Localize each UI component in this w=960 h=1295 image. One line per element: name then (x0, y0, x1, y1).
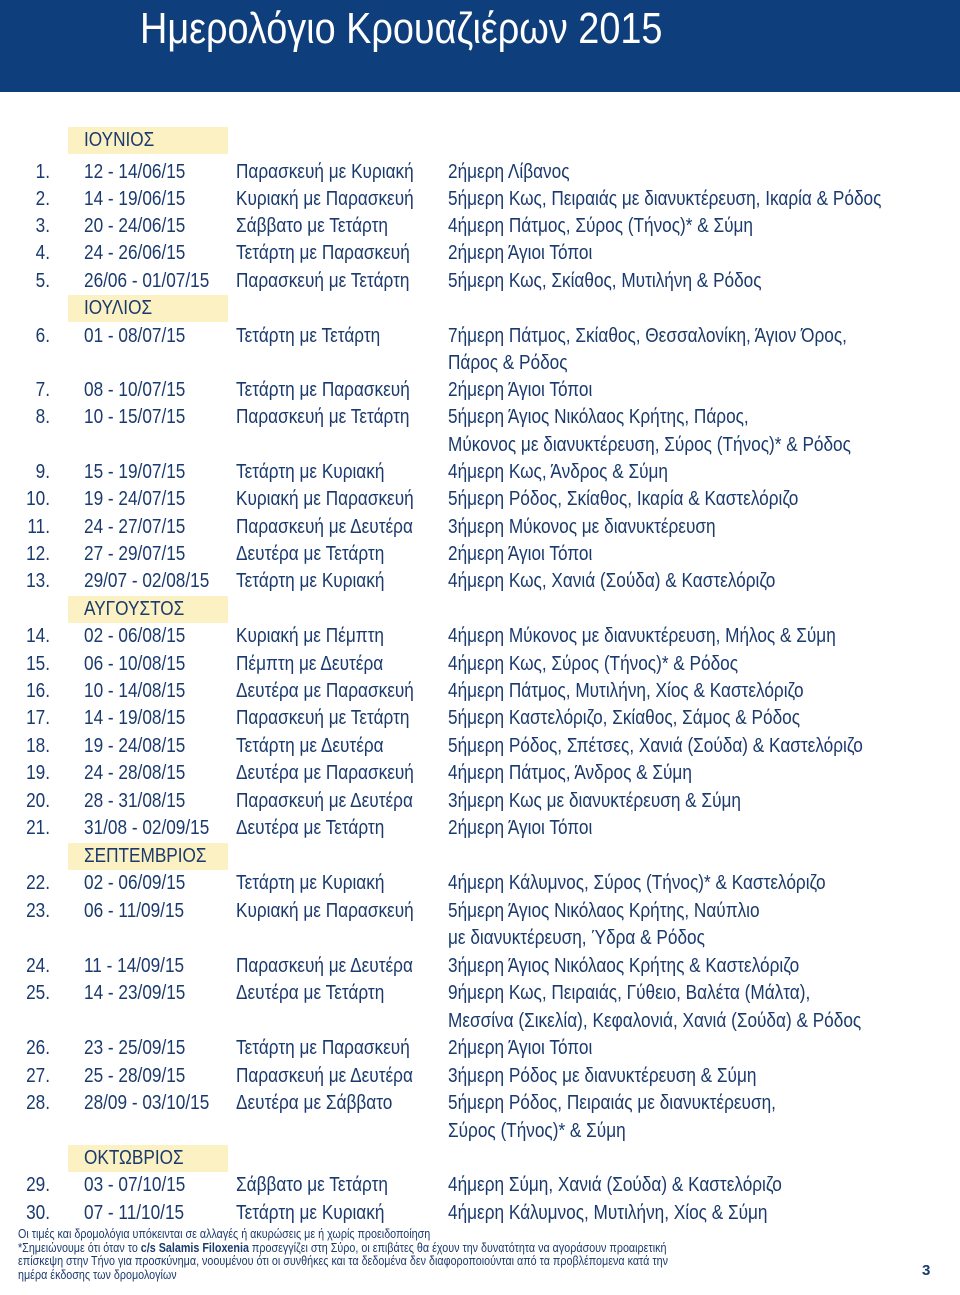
number-cell: 28. (26, 1092, 50, 1114)
month-label: ΟΚΤΩΒΡΙΟΣ (84, 1147, 184, 1169)
table-row (0, 1090, 960, 1117)
month-header (68, 1145, 228, 1172)
date-cell: 29/07 - 02/08/15 (84, 570, 210, 592)
table-row (0, 268, 960, 295)
date-cell: 20 - 24/06/15 (84, 215, 186, 237)
table-row (0, 240, 960, 267)
number-cell: 1. (35, 161, 50, 183)
number-cell: 27. (26, 1065, 50, 1087)
number-cell: 12. (26, 543, 50, 565)
number-cell: 15. (26, 653, 50, 675)
month-header (68, 295, 228, 322)
number-cell: 11. (27, 516, 50, 538)
days-cell: Παρασκευή με Τετάρτη (236, 270, 410, 292)
date-cell: 02 - 06/09/15 (84, 872, 186, 894)
table-row (0, 377, 960, 404)
days-cell: Παρασκευή με Δευτέρα (236, 1065, 413, 1087)
number-cell: 26. (26, 1037, 50, 1059)
days-cell: Δευτέρα με Παρασκευή (236, 680, 414, 702)
table-row (0, 980, 960, 1007)
number-cell: 21. (26, 817, 50, 839)
table-row-continuation (0, 925, 960, 952)
days-cell: Σάββατο με Τετάρτη (236, 1174, 388, 1196)
footer-line-2-end: προσεγγίζει στη Σύρο, οι επιβάτες θα έχουν την δυνατότητα να αγοράσουν προαιρετική (248, 1240, 667, 1255)
days-cell: Παρασκευή με Τετάρτη (236, 707, 410, 729)
number-cell: 17. (26, 707, 50, 729)
days-cell: Δευτέρα με Τετάρτη (236, 982, 385, 1004)
number-cell: 8. (35, 406, 50, 428)
month-header (68, 596, 228, 623)
table-row (0, 898, 960, 925)
number-cell: 18. (26, 735, 50, 757)
number-cell: 23. (26, 900, 50, 922)
days-cell: Δευτέρα με Τετάρτη (236, 817, 385, 839)
footer-line-2 (18, 1242, 783, 1256)
number-cell: 24. (26, 955, 50, 977)
date-cell: 06 - 10/08/15 (84, 653, 186, 675)
date-cell: 24 - 27/07/15 (84, 516, 186, 538)
table-row (0, 760, 960, 787)
number-cell: 7. (35, 379, 50, 401)
table-row (0, 788, 960, 815)
route-cell: 5ήμερη Κως, Πειραιάς με διανυκτέρευση, Ικαρία & Ρόδος (448, 188, 882, 210)
date-cell: 19 - 24/08/15 (84, 735, 186, 757)
date-cell: 15 - 19/07/15 (84, 461, 186, 483)
route-cell: 4ήμερη Κως, Σύρος (Τήνος)* & Ρόδος (448, 653, 739, 675)
days-cell: Τετάρτη με Δευτέρα (236, 735, 384, 757)
table-row-continuation (0, 1118, 960, 1145)
days-cell: Παρασκευή με Κυριακή (236, 161, 414, 183)
date-cell: 14 - 19/08/15 (84, 707, 186, 729)
days-cell: Κυριακή με Παρασκευή (236, 488, 414, 510)
date-cell: 14 - 23/09/15 (84, 982, 186, 1004)
route-cell: 4ήμερη Σύμη, Χανιά (Σούδα) & Καστελόριζο (448, 1174, 782, 1196)
table-row (0, 323, 960, 350)
month-header (68, 843, 228, 870)
route-cell: 3ήμερη Άγιος Νικόλαος Κρήτης & Καστελόριζο (448, 955, 800, 977)
number-cell: 4. (35, 242, 50, 264)
number-cell: 10. (26, 488, 50, 510)
route-cell: 5ήμερη Ρόδος, Σκίαθος, Ικαρία & Καστελόριζο (448, 488, 799, 510)
table-row (0, 486, 960, 513)
table-row (0, 678, 960, 705)
days-cell: Τετάρτη με Παρασκευή (236, 242, 410, 264)
table-row (0, 815, 960, 842)
route-cell: 4ήμερη Πάτμος, Άνδρος & Σύμη (448, 762, 692, 784)
days-cell: Τετάρτη με Κυριακή (236, 872, 385, 894)
days-cell: Δευτέρα με Τετάρτη (236, 543, 385, 565)
table-row (0, 459, 960, 486)
date-cell: 07 - 11/10/15 (84, 1202, 185, 1224)
days-cell: Δευτέρα με Σάββατο (236, 1092, 393, 1114)
days-cell: Τετάρτη με Κυριακή (236, 1202, 385, 1224)
number-cell: 19. (26, 762, 50, 784)
table-row-continuation (0, 1008, 960, 1035)
route-cell: 2ήμερη Άγιοι Τόποι (448, 242, 593, 264)
table-row (0, 1063, 960, 1090)
month-label: ΣΕΠΤΕΜΒΡΙΟΣ (84, 845, 207, 867)
month-label: ΙΟΥΝΙΟΣ (84, 129, 155, 151)
route-cell: Σύρος (Τήνος)* & Σύμη (448, 1120, 626, 1142)
days-cell: Παρασκευή με Δευτέρα (236, 790, 413, 812)
route-cell: 2ήμερη Άγιοι Τόποι (448, 379, 593, 401)
month-label: ΑΥΓΟΥΣΤΟΣ (84, 598, 185, 620)
route-cell: Πάρος & Ρόδος (448, 352, 568, 374)
days-cell: Πέμπτη με Δευτέρα (236, 653, 384, 675)
date-cell: 11 - 14/09/15 (84, 955, 185, 977)
number-cell: 25. (26, 982, 50, 1004)
days-cell: Παρασκευή με Δευτέρα (236, 516, 413, 538)
number-cell: 30. (26, 1202, 50, 1224)
date-cell: 25 - 28/09/15 (84, 1065, 186, 1087)
route-cell: 3ήμερη Κως με διανυκτέρευση & Σύμη (448, 790, 741, 812)
days-cell: Τετάρτη με Τετάρτη (236, 325, 381, 347)
footer-line-2-start: *Σημειώνουμε ότι όταν το (18, 1240, 141, 1255)
date-cell: 12 - 14/06/15 (84, 161, 186, 183)
route-cell: με διανυκτέρευση, Ύδρα & Ρόδος (448, 927, 705, 949)
footer-notes (18, 1228, 908, 1282)
number-cell: 22. (26, 872, 50, 894)
route-cell: 4ήμερη Πάτμος, Μυτιλήνη, Χίος & Καστελόριζο (448, 680, 804, 702)
date-cell: 10 - 14/08/15 (84, 680, 186, 702)
route-cell: 5ήμερη Καστελόριζο, Σκίαθος, Σάμος & Ρόδος (448, 707, 801, 729)
date-cell: 14 - 19/06/15 (84, 188, 186, 210)
table-row (0, 541, 960, 568)
days-cell: Δευτέρα με Παρασκευή (236, 762, 414, 784)
days-cell: Τετάρτη με Κυριακή (236, 570, 385, 592)
table-row (0, 568, 960, 595)
month-label: ΙΟΥΛΙΟΣ (84, 297, 153, 319)
route-cell: 4ήμερη Κάλυμνος, Σύρος (Τήνος)* & Καστελόριζο (448, 872, 826, 894)
days-cell: Τετάρτη με Παρασκευή (236, 379, 410, 401)
number-cell: 13. (26, 570, 50, 592)
table-row (0, 705, 960, 732)
route-cell: Μύκονος με διανυκτέρευση, Σύρος (Τήνος)* & Ρόδος (448, 434, 851, 456)
route-cell: 2ήμερη Λίβανος (448, 161, 570, 183)
route-cell: Μεσσίνα (Σικελία), Κεφαλονιά, Χανιά (Σούδα) & Ρόδος (448, 1010, 862, 1032)
page-number: 3 (922, 1262, 931, 1279)
days-cell: Κυριακή με Παρασκευή (236, 900, 414, 922)
route-cell: 4ήμερη Μύκονος με διανυκτέρευση, Μήλος & Σύμη (448, 625, 836, 647)
title-banner (0, 0, 960, 92)
route-cell: 5ήμερη Κως, Σκίαθος, Μυτιλήνη & Ρόδος (448, 270, 762, 292)
table-row-continuation (0, 432, 960, 459)
table-row (0, 651, 960, 678)
date-cell: 10 - 15/07/15 (84, 406, 186, 428)
month-header (68, 127, 228, 154)
date-cell: 26/06 - 01/07/15 (84, 270, 210, 292)
route-cell: 2ήμερη Άγιοι Τόποι (448, 1037, 593, 1059)
ship-name: c/s Salamis Filoxenia (140, 1240, 249, 1255)
date-cell: 24 - 28/08/15 (84, 762, 186, 784)
route-cell: 4ήμερη Κάλυμνος, Μυτιλήνη, Χίος & Σύμη (448, 1202, 768, 1224)
table-row-continuation (0, 350, 960, 377)
table-row (0, 953, 960, 980)
number-cell: 14. (26, 625, 50, 647)
date-cell: 19 - 24/07/15 (84, 488, 186, 510)
route-cell: 5ήμερη Άγιος Νικόλαος Κρήτης, Ναύπλιο (448, 900, 760, 922)
number-cell: 16. (26, 680, 50, 702)
route-cell: 9ήμερη Κως, Πειραιάς, Γύθειο, Βαλέτα (Μάλτα), (448, 982, 811, 1004)
days-cell: Τετάρτη με Κυριακή (236, 461, 385, 483)
date-cell: 23 - 25/09/15 (84, 1037, 186, 1059)
page-title: Ημερολόγιο Κρουαζιέρων 2015 (140, 4, 663, 53)
table-row (0, 870, 960, 897)
footer-line-1: Οι τιμές και δρομολόγια υπόκεινται σε αλλαγές ή ακυρώσεις με ή χωρίς προειδοποίηση (18, 1227, 431, 1241)
number-cell: 6. (35, 325, 50, 347)
number-cell: 20. (26, 790, 50, 812)
route-cell: 2ήμερη Άγιοι Τόποι (448, 543, 593, 565)
table-row (0, 733, 960, 760)
table-row (0, 159, 960, 186)
route-cell: 4ήμερη Πάτμος, Σύρος (Τήνος)* & Σύμη (448, 215, 754, 237)
footer-line-4: ημέρα έκδοσης των δρομολογίων (18, 1267, 177, 1282)
days-cell: Κυριακή με Παρασκευή (236, 188, 414, 210)
days-cell: Παρασκευή με Τετάρτη (236, 406, 410, 428)
days-cell: Παρασκευή με Δευτέρα (236, 955, 413, 977)
table-row (0, 1035, 960, 1062)
date-cell: 08 - 10/07/15 (84, 379, 186, 401)
number-cell: 2. (35, 188, 50, 210)
date-cell: 31/08 - 02/09/15 (84, 817, 210, 839)
route-cell: 3ήμερη Ρόδος με διανυκτέρευση & Σύμη (448, 1065, 757, 1087)
date-cell: 06 - 11/09/15 (84, 900, 185, 922)
date-cell: 03 - 07/10/15 (84, 1174, 186, 1196)
number-cell: 9. (35, 461, 50, 483)
route-cell: 4ήμερη Κως, Χανιά (Σούδα) & Καστελόριζο (448, 570, 776, 592)
days-cell: Σάββατο με Τετάρτη (236, 215, 388, 237)
table-row (0, 623, 960, 650)
route-cell: 5ήμερη Άγιος Νικόλαος Κρήτης, Πάρος, (448, 406, 749, 428)
date-cell: 28 - 31/08/15 (84, 790, 186, 812)
date-cell: 28/09 - 03/10/15 (84, 1092, 210, 1114)
route-cell: 5ήμερη Ρόδος, Σπέτσες, Χανιά (Σούδα) & Καστελόριζο (448, 735, 863, 757)
number-cell: 29. (26, 1174, 50, 1196)
route-cell: 4ήμερη Κως, Άνδρος & Σύμη (448, 461, 668, 483)
table-row (0, 404, 960, 431)
route-cell: 3ήμερη Μύκονος με διανυκτέρευση (448, 516, 716, 538)
number-cell: 3. (35, 215, 50, 237)
date-cell: 27 - 29/07/15 (84, 543, 186, 565)
route-cell: 7ήμερη Πάτμος, Σκίαθος, Θεσσαλονίκη, Άγιον Όρος, (448, 325, 847, 347)
days-cell: Τετάρτη με Παρασκευή (236, 1037, 410, 1059)
table-row (0, 186, 960, 213)
date-cell: 02 - 06/08/15 (84, 625, 186, 647)
number-cell: 5. (35, 270, 50, 292)
table-row (0, 1200, 960, 1227)
date-cell: 24 - 26/06/15 (84, 242, 186, 264)
date-cell: 01 - 08/07/15 (84, 325, 186, 347)
table-row (0, 213, 960, 240)
footer-line-3: επίσκεψη στην Τήνο για προσκύνημα, νοουμένου ότι οι συνθήκες και τα δεδομένα δεν διαφοροποιούνται από τα προβλέπομενα κατά την (18, 1254, 668, 1268)
table-row (0, 514, 960, 541)
route-cell: 2ήμερη Άγιοι Τόποι (448, 817, 593, 839)
days-cell: Κυριακή με Πέμπτη (236, 625, 384, 647)
route-cell: 5ήμερη Ρόδος, Πειραιάς με διανυκτέρευση, (448, 1092, 776, 1114)
table-row (0, 1172, 960, 1199)
